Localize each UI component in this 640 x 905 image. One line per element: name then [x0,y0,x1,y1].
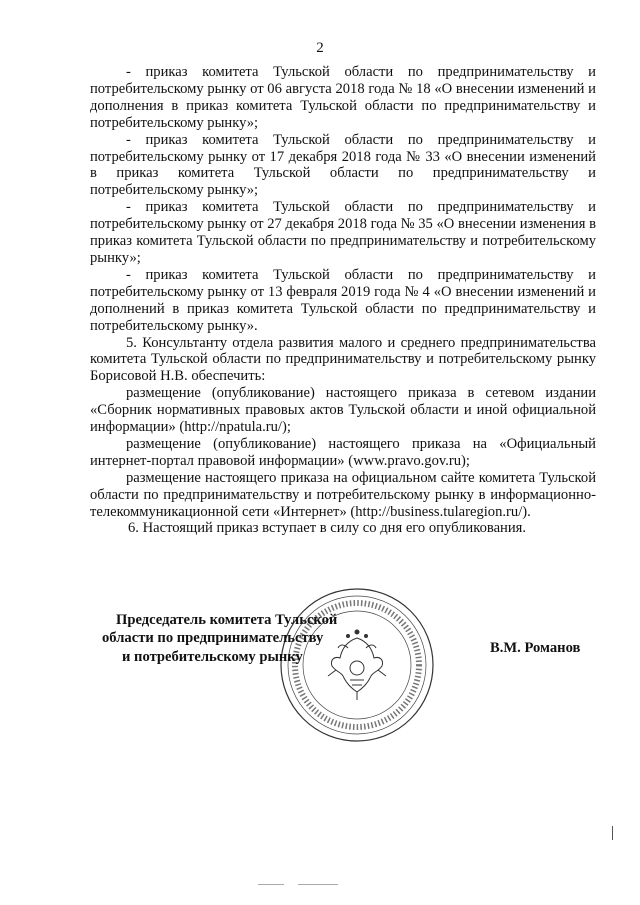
signer-title-line-1: Председатель комитета Тульской [116,612,338,628]
paragraph-item-6: 6. Настоящий приказ вступает в силу со дня его опубликования. [128,520,527,537]
paragraph-item-5: 5. Консультанту отдела развития малого и среднего предпринимательства комитета Тульской области по предпринимательству и потребительскому рынку Борисовой Н.В. обеспечить: [90,334,596,385]
paragraph-publish-site: размещение настоящего приказа на официальном сайте комитета Тульской области по предпринимательству и потребительскому рынку в информационно-телекоммуникационной сети «Интернет» (http://business.tularegion.ru/). [90,469,596,520]
signer-title-line-2: области по предпринимательству [102,630,324,646]
signer-title-line-3: и потребительскому рынку [122,649,303,665]
paragraph-order-4: - приказ комитета Тульской области по предпринимательству и потребительскому рынку от 13 февраля 2019 года № 4 «О внесении изменений и дополнений в приказ комитета Тульской области по предпринимательству и потребительскому рынку». [90,266,596,334]
document-body [90,64,596,537]
page-number: 2 [316,40,324,56]
paragraph-order-18: - приказ комитета Тульской области по предпринимательству и потребительскому рынку от 06 августа 2018 года № 18 «О внесении изменений и дополнения в приказ комитета Тульской области по предпринимательству и потребительскому рынку»; [90,64,596,131]
scan-artifact-mark [612,826,613,840]
paragraph-publish-pravo: размещение (опубликование) настоящего приказа на «Официальный интернет-портал правовой информации» (www.pravo.gov.ru); [90,435,596,469]
paragraph-order-33: - приказ комитета Тульской области по предпринимательству и потребительскому рынку от 17 декабря 2018 года № 33 «О внесении изменений в приказ комитета Тульской области по предпринимательству и потребительскому рынку»; [90,131,596,199]
paragraph-order-35: - приказ комитета Тульской области по предпринимательству и потребительскому рынку от 27 декабря 2018 года № 35 «О внесении изменения в приказ комитета Тульской области по предпринимательству и потребительскому рынку»; [90,199,596,266]
signer-name: В.М. Романов [490,640,581,656]
paragraph-publish-npatula: размещение (опубликование) настоящего приказа в сетевом издании «Сборник нормативных правовых актов Тульской области и иной официальной информации» (http://npatula.ru/); [90,385,596,436]
scan-artifact-mark [258,884,284,885]
signature-block [0,612,640,752]
scan-artifact-mark [298,884,338,885]
